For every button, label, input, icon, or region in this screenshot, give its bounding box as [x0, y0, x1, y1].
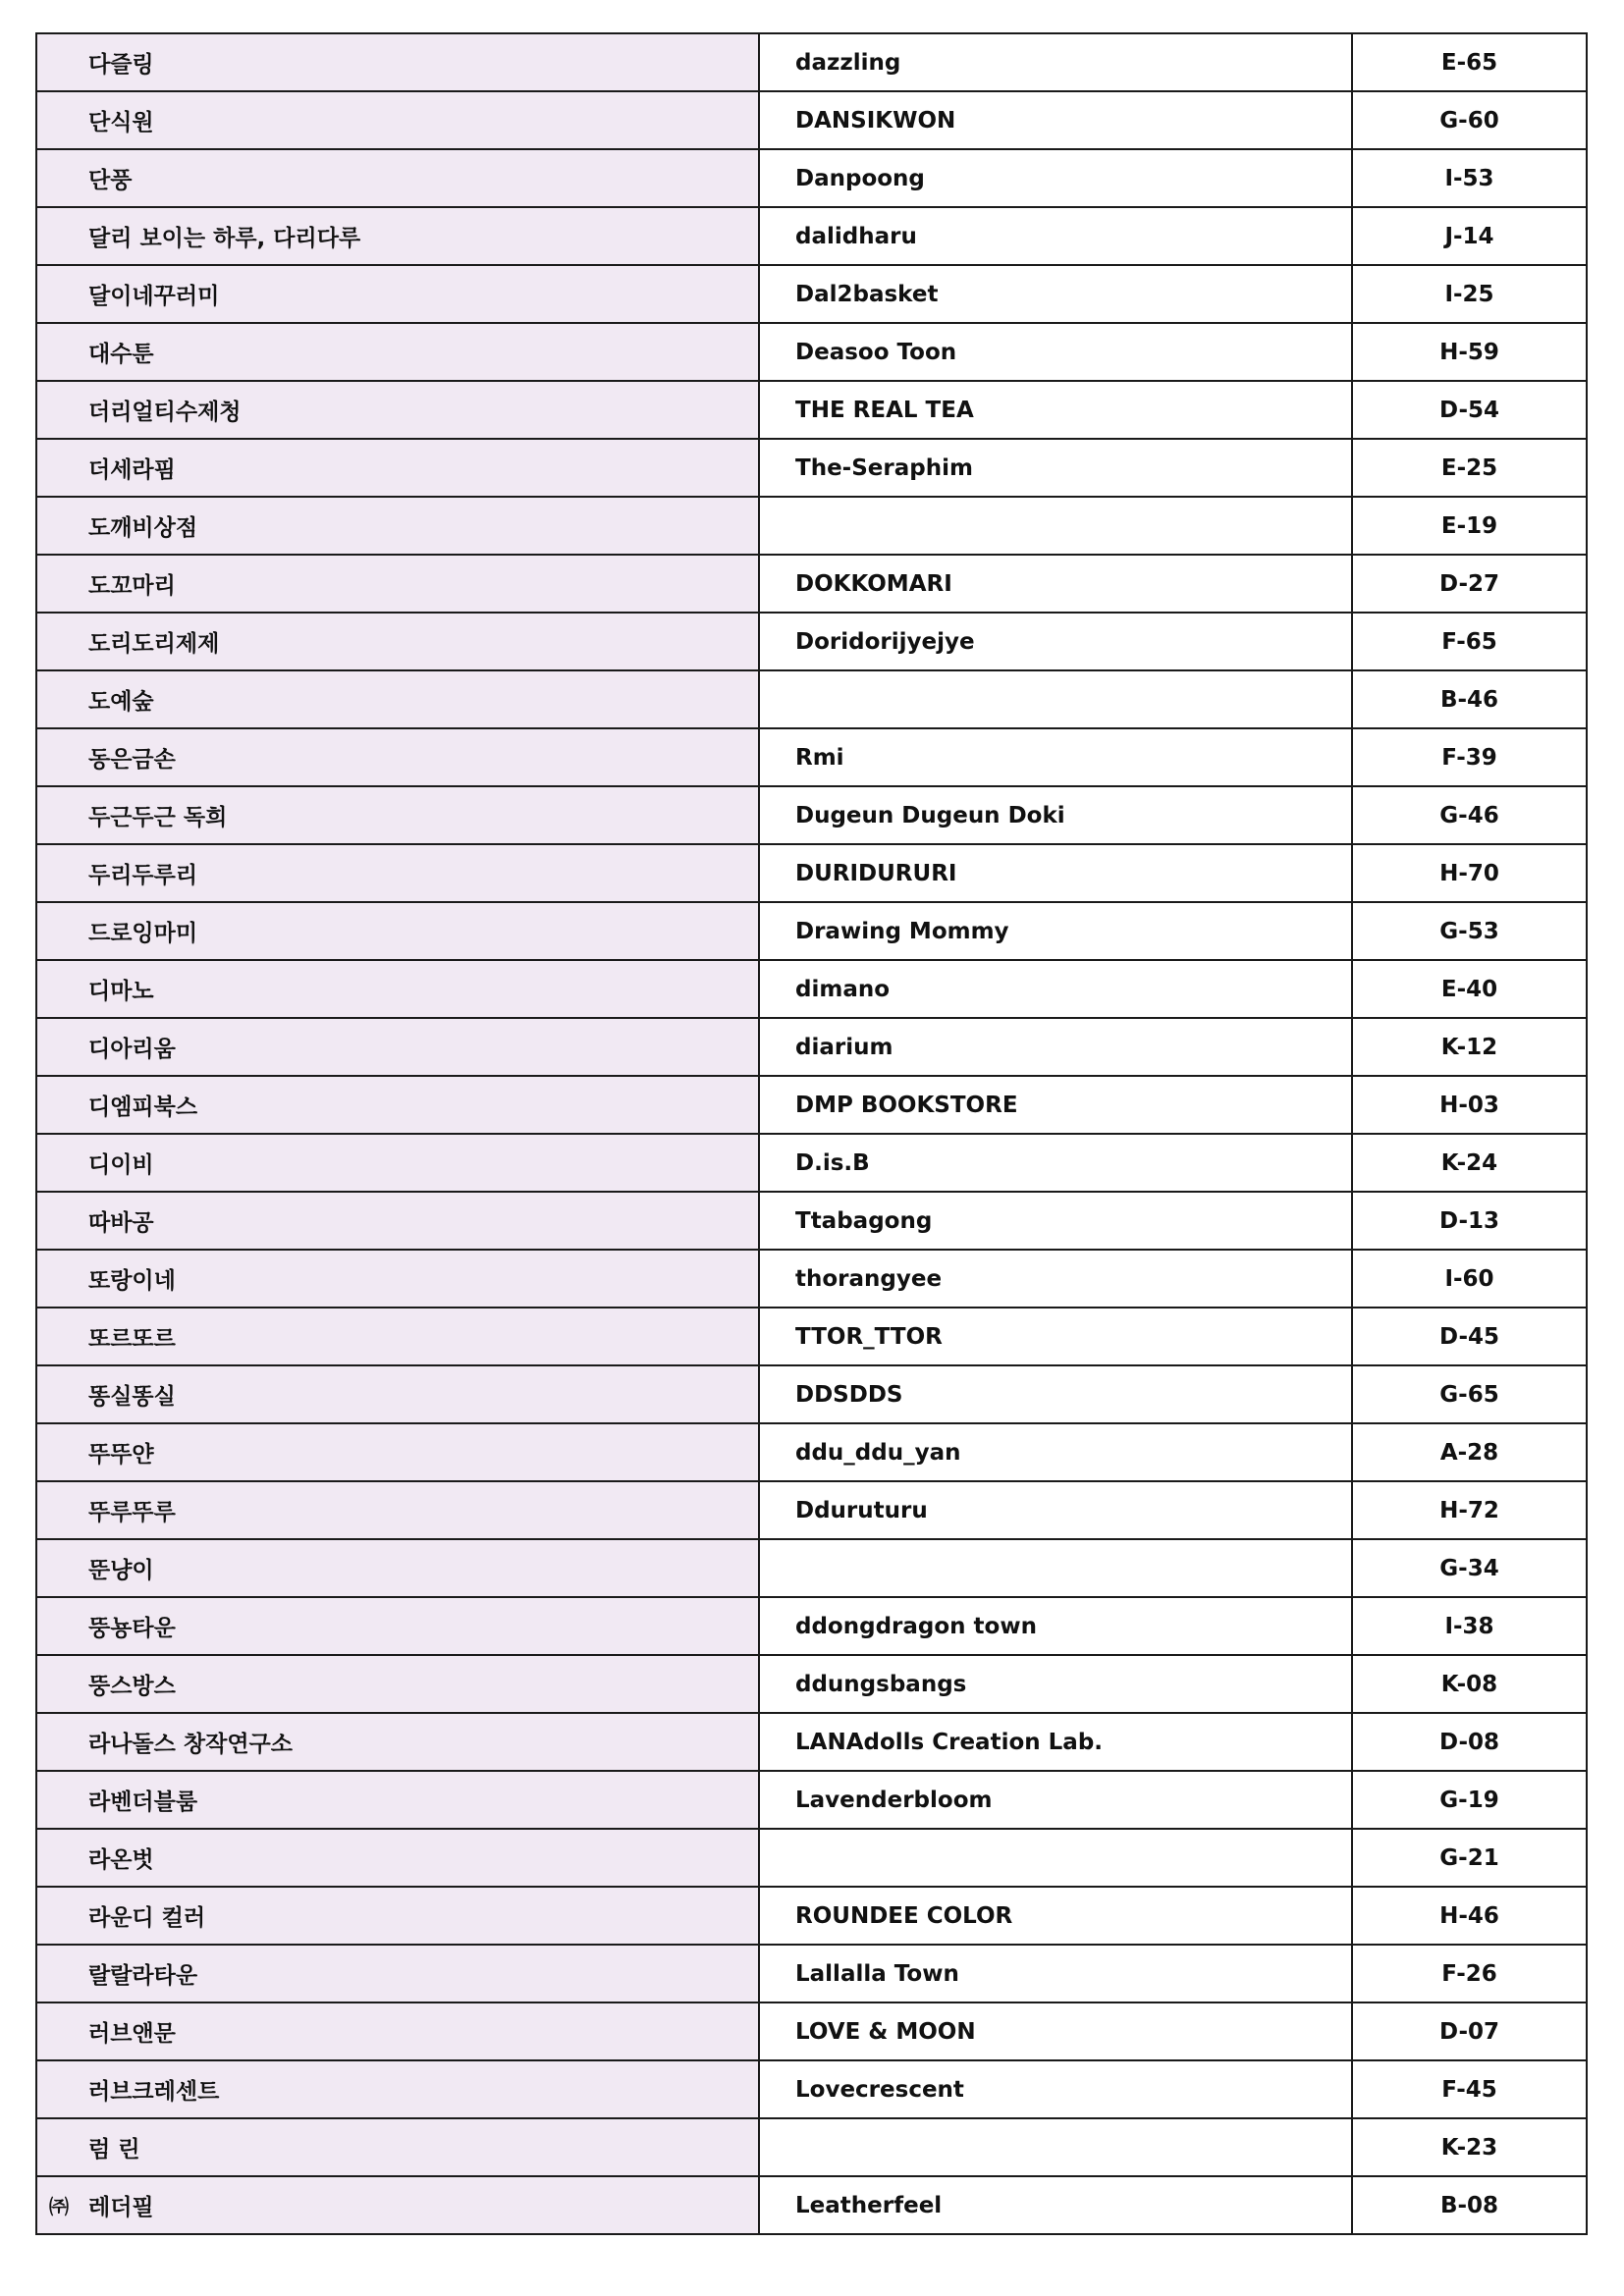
booth-number-cell: F-45 [1352, 2060, 1587, 2118]
table-row [36, 2176, 1587, 2234]
booth-number-cell: I-38 [1352, 1597, 1587, 1655]
english-name-cell: DOKKOMARI [759, 555, 1352, 613]
korean-name: 도예숲 [88, 689, 154, 715]
booth-number-cell: G-21 [1352, 1829, 1587, 1887]
table-row [36, 1076, 1587, 1134]
english-name-cell: Danpoong [759, 149, 1352, 207]
korean-name: 라나돌스 창작연구소 [88, 1732, 293, 1757]
korean-name-cell [36, 960, 759, 1018]
table-row [36, 670, 1587, 728]
booth-number-cell: G-19 [1352, 1771, 1587, 1829]
table-row [36, 2060, 1587, 2118]
korean-name: 드로잉마미 [88, 921, 198, 946]
table-row [36, 555, 1587, 613]
booth-number-cell: G-53 [1352, 902, 1587, 960]
table-row [36, 1423, 1587, 1481]
english-name-cell: ddongdragon town [759, 1597, 1352, 1655]
korean-name: 대수툰 [88, 342, 154, 367]
korean-name-cell [36, 613, 759, 670]
english-name-cell: DDSDDS [759, 1365, 1352, 1423]
booth-number-cell: G-60 [1352, 91, 1587, 149]
english-name-cell [759, 2118, 1352, 2176]
english-name-cell: Lovecrescent [759, 2060, 1352, 2118]
table-row [36, 381, 1587, 439]
booth-number-cell: D-54 [1352, 381, 1587, 439]
table-row [36, 844, 1587, 902]
table-row [36, 1713, 1587, 1771]
korean-name: 디엠피북스 [88, 1095, 198, 1120]
korean-name: 라벤더블룸 [88, 1789, 198, 1815]
korean-name: 뚱뇽타운 [88, 1616, 176, 1641]
table-row [36, 1829, 1587, 1887]
korean-name: 뚜루뚜루 [88, 1500, 176, 1525]
korean-name-cell [36, 1192, 759, 1250]
booth-number-cell: F-65 [1352, 613, 1587, 670]
korean-name-cell [36, 381, 759, 439]
english-name-cell [759, 1539, 1352, 1597]
korean-name-cell [36, 1308, 759, 1365]
english-name-cell: Doridorijyejye [759, 613, 1352, 670]
korean-name: 도꼬마리 [88, 573, 176, 599]
korean-name: 따바공 [88, 1210, 154, 1236]
korean-name-cell [36, 1076, 759, 1134]
korean-name: 뚱스방스 [88, 1674, 176, 1699]
booth-number-cell: K-23 [1352, 2118, 1587, 2176]
booth-number-cell: K-12 [1352, 1018, 1587, 1076]
korean-name: 디아리움 [88, 1037, 176, 1062]
booth-number-cell: E-25 [1352, 439, 1587, 497]
table-row [36, 1250, 1587, 1308]
table-row [36, 1365, 1587, 1423]
korean-name: 또르또르 [88, 1326, 176, 1352]
table-row [36, 1655, 1587, 1713]
booth-number-cell: J-14 [1352, 207, 1587, 265]
korean-name-cell [36, 497, 759, 555]
korean-name: 도리도리제제 [88, 631, 220, 657]
korean-name: 도깨비상점 [88, 515, 198, 541]
korean-name-cell [36, 670, 759, 728]
korean-name: 또랑이네 [88, 1268, 176, 1294]
table-row [36, 1481, 1587, 1539]
booth-number-cell: G-46 [1352, 786, 1587, 844]
korean-name: 랄랄라타운 [88, 1963, 198, 1989]
english-name-cell: ddu_ddu_yan [759, 1423, 1352, 1481]
table-row [36, 1018, 1587, 1076]
korean-name: 라온벗 [88, 1847, 154, 1873]
korean-name: 단풍 [88, 168, 133, 193]
korean-name: 두리두루리 [88, 863, 198, 888]
table-row [36, 497, 1587, 555]
booth-number-cell: K-08 [1352, 1655, 1587, 1713]
english-name-cell: Dduruturu [759, 1481, 1352, 1539]
english-name-cell: ROUNDEE COLOR [759, 1887, 1352, 1945]
english-name-cell: DURIDURURI [759, 844, 1352, 902]
korean-name: 달리 보이는 하루, 다리다루 [88, 226, 361, 251]
korean-name-cell [36, 1423, 759, 1481]
booth-number-cell: E-19 [1352, 497, 1587, 555]
english-name-cell: Leatherfeel [759, 2176, 1352, 2234]
korean-name: 더리얼티수제청 [88, 400, 242, 425]
table-row [36, 613, 1587, 670]
booth-number-cell: B-46 [1352, 670, 1587, 728]
korean-name: 동은금손 [88, 747, 176, 773]
english-name-cell: LOVE & MOON [759, 2002, 1352, 2060]
korean-name: 뚠냥이 [88, 1558, 154, 1583]
korean-name-cell [36, 555, 759, 613]
korean-name-cell [36, 2118, 759, 2176]
table-row [36, 91, 1587, 149]
korean-name-cell [36, 207, 759, 265]
booth-number-cell: H-70 [1352, 844, 1587, 902]
table-body [36, 33, 1587, 2234]
booth-number-cell: H-59 [1352, 323, 1587, 381]
table-row [36, 149, 1587, 207]
table-row [36, 1192, 1587, 1250]
booth-number-cell: H-03 [1352, 1076, 1587, 1134]
english-name-cell: ddungsbangs [759, 1655, 1352, 1713]
english-name-cell: diarium [759, 1018, 1352, 1076]
table-row [36, 1308, 1587, 1365]
korean-name: 레더필 [88, 2195, 154, 2220]
korean-name-cell [36, 844, 759, 902]
table-row [36, 728, 1587, 786]
english-name-cell: DMP BOOKSTORE [759, 1076, 1352, 1134]
english-name-cell: Rmi [759, 728, 1352, 786]
english-name-cell: dimano [759, 960, 1352, 1018]
table-row [36, 786, 1587, 844]
booth-number-cell: I-53 [1352, 149, 1587, 207]
korean-name: 러브크레센트 [88, 2079, 220, 2105]
booth-number-cell: H-72 [1352, 1481, 1587, 1539]
korean-name-cell [36, 1539, 759, 1597]
korean-name-cell [36, 728, 759, 786]
table-row [36, 1945, 1587, 2002]
korean-name-cell [36, 149, 759, 207]
korean-name-cell [36, 323, 759, 381]
korean-name-cell [36, 1250, 759, 1308]
korean-name: 디이비 [88, 1152, 154, 1178]
korean-name-cell [36, 91, 759, 149]
korean-name-cell [36, 33, 759, 91]
booth-number-cell: F-39 [1352, 728, 1587, 786]
booth-number-cell: H-46 [1352, 1887, 1587, 1945]
table-row [36, 1539, 1587, 1597]
booth-number-cell: F-26 [1352, 1945, 1587, 2002]
korean-name-cell [36, 439, 759, 497]
korean-name-cell [36, 1018, 759, 1076]
english-name-cell: The-Seraphim [759, 439, 1352, 497]
table-row [36, 207, 1587, 265]
english-name-cell: dalidharu [759, 207, 1352, 265]
booth-number-cell: I-60 [1352, 1250, 1587, 1308]
english-name-cell: DANSIKWON [759, 91, 1352, 149]
korean-name-cell [36, 1829, 759, 1887]
table-row [36, 2118, 1587, 2176]
english-name-cell: Deasoo Toon [759, 323, 1352, 381]
korean-name-cell [36, 1713, 759, 1771]
korean-name-cell [36, 265, 759, 323]
korean-name-cell [36, 1597, 759, 1655]
booth-number-cell: E-40 [1352, 960, 1587, 1018]
english-name-cell: Lavenderbloom [759, 1771, 1352, 1829]
korean-name-cell [36, 2002, 759, 2060]
table-row [36, 2002, 1587, 2060]
table-row [36, 1771, 1587, 1829]
korean-name-cell [36, 786, 759, 844]
table-row [36, 439, 1587, 497]
booth-number-cell: G-34 [1352, 1539, 1587, 1597]
korean-name: 뚜뚜얀 [88, 1442, 154, 1468]
korean-name-cell [36, 1365, 759, 1423]
booth-number-cell: K-24 [1352, 1134, 1587, 1192]
booth-number-cell: D-27 [1352, 555, 1587, 613]
korean-name: 다즐링 [88, 52, 154, 78]
english-name-cell: thorangyee [759, 1250, 1352, 1308]
booth-number-cell: D-08 [1352, 1713, 1587, 1771]
booth-number-cell: D-07 [1352, 2002, 1587, 2060]
korean-name-cell [36, 1134, 759, 1192]
korean-name: 두근두근 독희 [88, 805, 228, 830]
korean-name-cell [36, 1887, 759, 1945]
booth-number-cell: E-65 [1352, 33, 1587, 91]
table-row [36, 33, 1587, 91]
table-row [36, 1887, 1587, 1945]
korean-name-cell [36, 1771, 759, 1829]
exhibitor-table [35, 32, 1588, 2235]
table-row [36, 265, 1587, 323]
english-name-cell [759, 670, 1352, 728]
table-row [36, 1597, 1587, 1655]
korean-name: 달이네꾸러미 [88, 284, 220, 309]
english-name-cell: Drawing Mommy [759, 902, 1352, 960]
table-row [36, 960, 1587, 1018]
korean-name: 럼 린 [88, 2137, 140, 2163]
booth-number-cell: I-25 [1352, 265, 1587, 323]
english-name-cell: Dugeun Dugeun Doki [759, 786, 1352, 844]
booth-number-cell: B-08 [1352, 2176, 1587, 2234]
korean-name-cell [36, 1481, 759, 1539]
korean-name-cell [36, 902, 759, 960]
english-name-cell: Ttabagong [759, 1192, 1352, 1250]
company-type-prefix: ㈜ [49, 2195, 69, 2218]
table-row [36, 902, 1587, 960]
korean-name-cell [36, 1945, 759, 2002]
booth-number-cell: G-65 [1352, 1365, 1587, 1423]
korean-name: 더세라핌 [88, 457, 176, 483]
english-name-cell: Dal2basket [759, 265, 1352, 323]
korean-name-cell [36, 2176, 759, 2234]
english-name-cell: TTOR_TTOR [759, 1308, 1352, 1365]
english-name-cell: dazzling [759, 33, 1352, 91]
korean-name: 러브앤문 [88, 2021, 176, 2047]
table-row [36, 323, 1587, 381]
table-row [36, 1134, 1587, 1192]
english-name-cell: THE REAL TEA [759, 381, 1352, 439]
booth-number-cell: D-13 [1352, 1192, 1587, 1250]
korean-name: 단식원 [88, 110, 154, 135]
english-name-cell [759, 497, 1352, 555]
english-name-cell: LANAdolls Creation Lab. [759, 1713, 1352, 1771]
korean-name-cell [36, 2060, 759, 2118]
korean-name-cell [36, 1655, 759, 1713]
booth-number-cell: A-28 [1352, 1423, 1587, 1481]
korean-name: 똥실똥실 [88, 1384, 176, 1410]
english-name-cell: Lallalla Town [759, 1945, 1352, 2002]
english-name-cell: D.is.B [759, 1134, 1352, 1192]
korean-name: 라운디 컬러 [88, 1905, 206, 1931]
english-name-cell [759, 1829, 1352, 1887]
korean-name: 디마노 [88, 979, 154, 1004]
booth-number-cell: D-45 [1352, 1308, 1587, 1365]
